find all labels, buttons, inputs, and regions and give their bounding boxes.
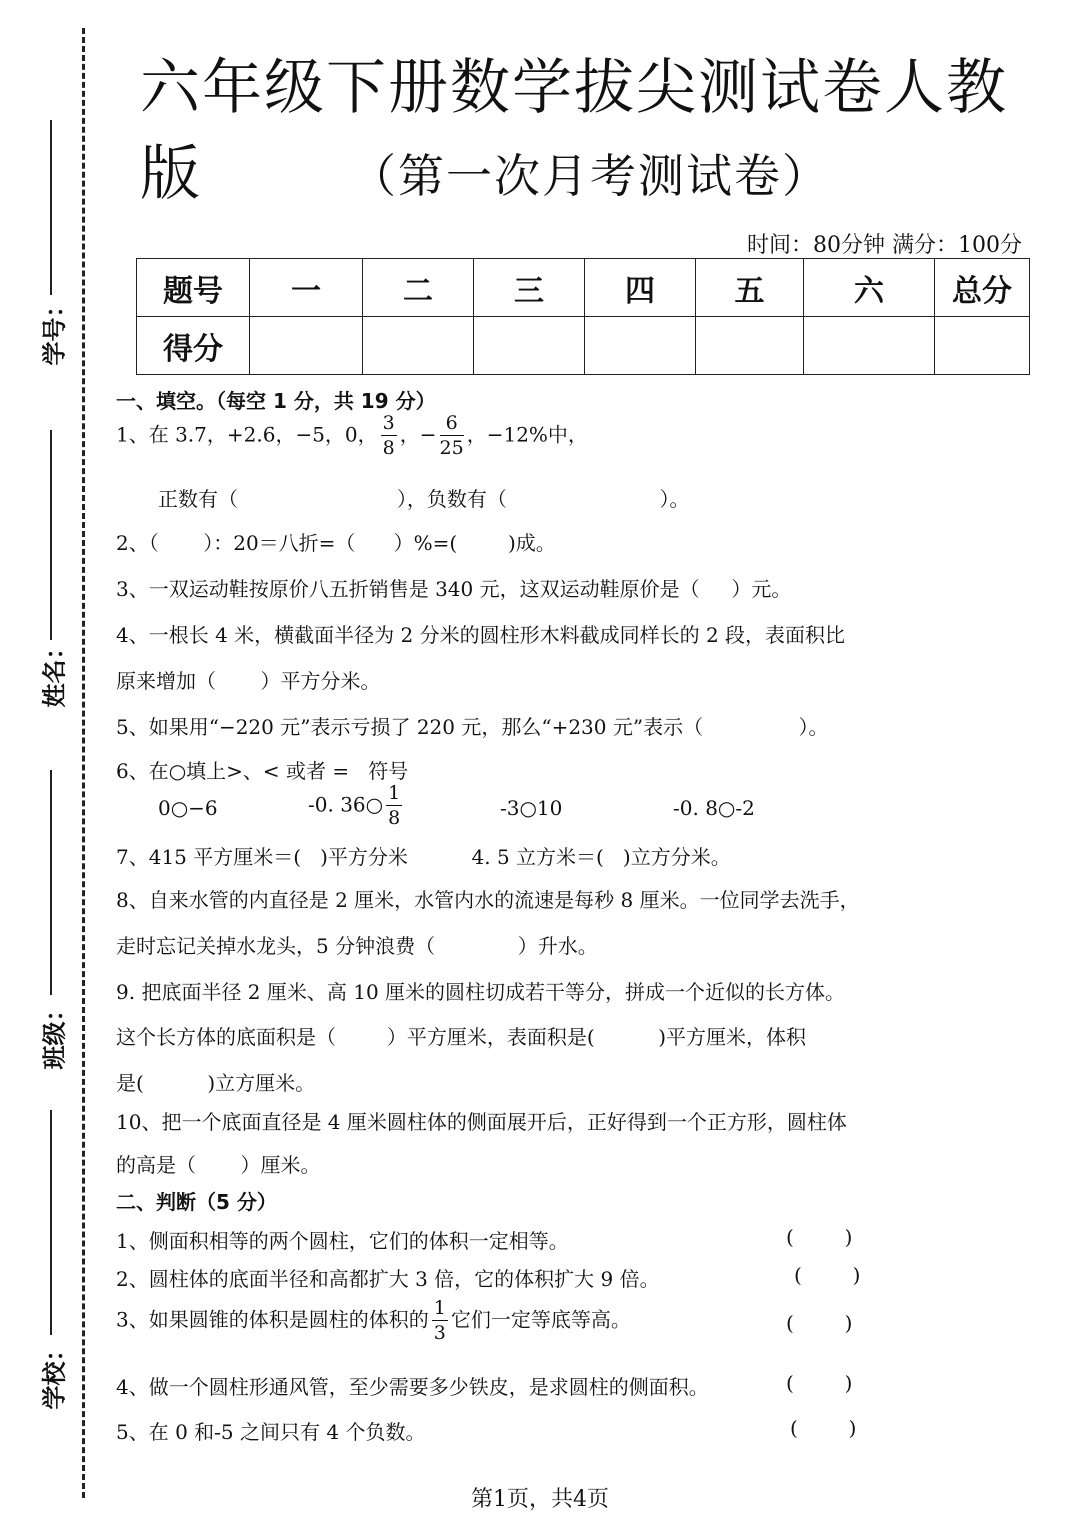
name-rule	[50, 430, 52, 640]
school-label: 学校：	[39, 1337, 69, 1410]
score-row-label: 得分	[137, 317, 250, 375]
q6-item: 0○−6	[158, 796, 218, 820]
judge-2: 2、圆柱体的底面半径和高都扩大 3 倍，它的体积扩大 9 倍。	[116, 1267, 660, 1291]
class-rule	[50, 770, 52, 995]
page-footer: 第1页，共4页	[471, 1487, 609, 1512]
judge-4-paren[interactable]: ( )	[786, 1371, 853, 1395]
judge-5-paren[interactable]: ( )	[790, 1416, 857, 1440]
question-8-line2: 走时忘记关掉水龙头，5 分钟浪费（ ）升水。	[116, 934, 598, 958]
question-9-line2: 这个长方体的底面积是（ ）平方厘米，表面积是( )平方厘米，体积	[116, 1025, 807, 1049]
score-header-cell: 一	[250, 259, 363, 317]
judge-3-paren[interactable]: ( )	[786, 1311, 853, 1335]
question-8-line1: 8、自来水管的内直径是 2 厘米，水管内水的流速是每秒 8 厘米。一位同学去洗手，	[116, 888, 860, 912]
exam-meta: 时间：80分钟 满分：100分	[747, 233, 1022, 258]
question-1	[116, 414, 588, 458]
page-subtitle: （第一次月考测试卷）	[350, 149, 830, 203]
question-5: 5、如果用“−220 元”表示亏损了 220 元，那么“+230 元”表示（ ）。	[116, 715, 829, 739]
judge-1: 1、侧面积相等的两个圆柱，它们的体积一定相等。	[116, 1229, 569, 1253]
score-input-cell[interactable]	[935, 317, 1030, 375]
name-label: 姓名：	[39, 635, 69, 708]
question-2: 2、（ ）：20＝八折=（ ）%=( )成。	[116, 531, 556, 555]
question-3: 3、一双运动鞋按原价八五折销售是 340 元，这双运动鞋原价是（ ）元。	[116, 577, 792, 601]
score-input-cell[interactable]	[250, 317, 363, 375]
score-input-cell[interactable]	[474, 317, 585, 375]
student-id-rule	[50, 120, 52, 295]
question-9-line1: 9. 把底面半径 2 厘米、高 10 厘米的圆柱切成若干等分，拼成一个近似的长方体。	[116, 980, 846, 1004]
q6-item: -3○10	[500, 796, 563, 820]
fraction: $\frac{1}{3}$	[433, 1297, 446, 1344]
question-10-line1: 10、把一个底面直径是 4 厘米圆柱体的侧面展开后，正好得到一个正方形，圆柱体	[116, 1110, 847, 1134]
score-table-score-row	[137, 317, 1030, 375]
page-title: 六年级下册数学拔尖测试卷人教版	[140, 53, 1008, 209]
judge-1-paren[interactable]: ( )	[786, 1225, 853, 1249]
score-header-cell: 五	[696, 259, 804, 317]
question-7: 7、415 平方厘米＝( )平方分米 4. 5 立方米＝( )立方分米。	[116, 845, 731, 869]
judge-5: 5、在 0 和-5 之间只有 4 个负数。	[116, 1420, 426, 1444]
section2-heading: 二、判断（5 分）	[116, 1190, 277, 1214]
score-header-cell: 总分	[935, 259, 1030, 317]
question-10-line2: 的高是（ ）厘米。	[116, 1153, 321, 1177]
question-4-line1: 4、一根长 4 米，横截面半径为 2 分米的圆柱形木料截成同样长的 2 段，表面积比	[116, 623, 846, 647]
score-input-cell[interactable]	[363, 317, 474, 375]
q6-item: -0. 36○ $\frac{1}{8}$	[308, 782, 401, 829]
question-6: 6、在○填上>、< 或者 = 符号	[116, 759, 409, 783]
student-id-label: 学号：	[39, 293, 69, 366]
score-header-cell: 题号	[137, 259, 250, 317]
score-header-cell: 四	[585, 259, 696, 317]
score-table-header-row	[137, 259, 1030, 317]
score-input-cell[interactable]	[804, 317, 935, 375]
question-9-line3: 是( )立方厘米。	[116, 1071, 316, 1095]
q6-item: -0. 8○-2	[673, 796, 755, 820]
judge-2-paren[interactable]: ( )	[794, 1263, 861, 1287]
score-header-cell: 三	[474, 259, 585, 317]
score-table	[136, 258, 1030, 375]
q1-text-pre: 1、在 3.7，+2.6，−5，0，	[116, 422, 378, 447]
fraction: $\frac{6}{25}$	[439, 412, 464, 459]
fraction: $\frac{3}{8}$	[382, 412, 395, 459]
score-input-cell[interactable]	[696, 317, 804, 375]
question-1-answer-line: 正数有（ ），负数有（ ）。	[158, 487, 690, 511]
score-input-cell[interactable]	[585, 317, 696, 375]
score-header-cell: 六	[804, 259, 935, 317]
section1-heading: 一、填空。（每空 1 分，共 19 分）	[116, 389, 436, 413]
fraction: $\frac{1}{8}$	[388, 782, 401, 829]
binding-dashed-line	[82, 28, 85, 1498]
question-4-line2: 原来增加（ ）平方分米。	[116, 669, 381, 693]
judge-3: 3、如果圆锥的体积是圆柱的体积的 $\frac{1}{3}$ 它们一定等底等高。	[116, 1297, 631, 1344]
class-label: 班级：	[39, 997, 69, 1070]
q1-text-mid: ，−	[399, 422, 437, 447]
q1-text-post: ，−12%中，	[466, 422, 588, 447]
score-header-cell: 二	[363, 259, 474, 317]
school-rule	[50, 1110, 52, 1335]
judge-4: 4、做一个圆柱形通风管，至少需要多少铁皮，是求圆柱的侧面积。	[116, 1375, 709, 1399]
